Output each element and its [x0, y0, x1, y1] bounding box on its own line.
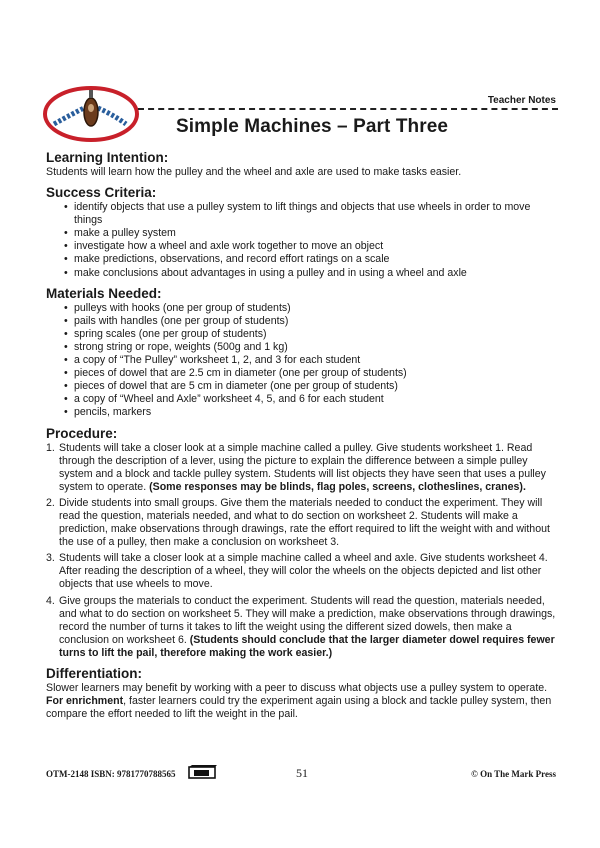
procedure-step [46, 497, 556, 549]
list-item: • make conclusions about advantages in using a pulley and in using a wheel and axle [64, 267, 556, 280]
step-number: 4. [46, 594, 55, 607]
page-number: 51 [296, 766, 308, 780]
copyright: © On The Mark Press [471, 769, 556, 779]
list-item: • investigate how a wheel and axle work together to move an object [64, 240, 556, 253]
page-footer [46, 766, 556, 782]
differentiation-text [46, 682, 556, 721]
list-item: • make a pulley system [64, 227, 556, 240]
step-answer: (Some responses may be blinds, flag poles, screens, clotheslines, cranes). [149, 480, 526, 493]
step-number: 1. [46, 441, 55, 454]
differentiation-text-2: , faster learners could try the experiment again using a block and tackle pulley system, then compare the effort needed to lift the weight in the pail. [46, 695, 552, 721]
teacher-notes-label: Teacher Notes [487, 95, 556, 106]
step-text: Give groups the materials to conduct the experiment. Students will read the question, materials needed, and what to do section on worksheet 5. They will make a prediction, make observations through drawings, record the number of turns it takes to lift the weight using the different sized dowels, then make a conclusion on worksheet 6. [59, 594, 556, 646]
pulley-logo-icon [42, 84, 140, 144]
step-text: Students will take a closer look at a simple machine called a pulley. Give students worksheet 1. Read through the description of a lever, using the picture to explain the difference between a simple pulley system and a block and tackle pulley system. Students will list objects they have seen that uses a pulley system to operate. [59, 441, 546, 493]
isbn-code: OTM-2148 ISBN: 9781770788565 [46, 769, 176, 779]
learning-intention-heading: Learning Intention: [46, 150, 169, 165]
list-item: • identify objects that use a pulley system to lift things and objects that use wheels in order to move things [64, 201, 556, 227]
list-item: • a copy of “The Pulley” worksheet 1, 2, and 3 for each student [64, 354, 556, 367]
list-item: • make predictions, observations, and record effort ratings on a scale [64, 253, 556, 266]
list-item: • pulleys with hooks (one per group of students) [64, 302, 556, 315]
procedure-step [46, 442, 556, 494]
success-criteria-heading: Success Criteria: [46, 185, 157, 201]
header-rule [138, 108, 558, 110]
list-item: • pieces of dowel that are 2.5 cm in diameter (one per group of students) [64, 367, 556, 380]
step-answer: (Students should conclude that the larger diameter dowel requires fewer turns to lift the pail, therefore making the work easier.) [59, 633, 555, 659]
enrichment-label: For enrichment [46, 695, 124, 708]
procedure-heading: Procedure: [46, 425, 118, 441]
learning-intention-text: Students will learn how the pulley and the wheel and axle are used to make tasks easier. [46, 166, 462, 178]
step-number: 3. [46, 552, 55, 565]
procedure-step [46, 552, 556, 591]
step-number: 2. [46, 496, 55, 509]
list-item: • a copy of “Wheel and Axle” worksheet 4, 5, and 6 for each student [64, 393, 556, 406]
materials-list [64, 302, 556, 420]
list-item: • strong string or rope, weights (500g and 1 kg) [64, 341, 556, 354]
success-criteria-list [64, 201, 556, 280]
materials-heading: Materials Needed: [46, 285, 162, 301]
lesson-content [46, 150, 556, 721]
procedure-list [46, 442, 556, 661]
page-title: Simple Machines – Part Three [176, 116, 449, 137]
list-item: • pencils, markers [64, 406, 556, 419]
differentiation-text-1: Slower learners may benefit by working with a peer to discuss what objects use a pulley system to operate. [46, 682, 548, 694]
procedure-step [46, 595, 556, 660]
differentiation-heading: Differentiation: [46, 666, 142, 681]
book-icon [188, 765, 218, 781]
list-item: • pails with handles (one per group of students) [64, 315, 556, 328]
list-item: • pieces of dowel that are 5 cm in diameter (one per group of students) [64, 380, 556, 393]
step-text: Divide students into small groups. Give them the materials needed to conduct the experiment. They will read the question, materials needed, and what to do section on worksheet 2. Students will make a prediction, make observations through drawings, rate the effort required to lift the weight with and without the use of a pulley, then make a conclusion on worksheet 3. [59, 496, 550, 549]
list-item: • spring scales (one per group of students) [64, 328, 556, 341]
step-text: Students will take a closer look at a simple machine called a wheel and axle. Give students worksheet 4. After reading the description of a wheel, they will color the wheels on the objects depicted and list other objects that use wheels to move. [59, 552, 548, 591]
